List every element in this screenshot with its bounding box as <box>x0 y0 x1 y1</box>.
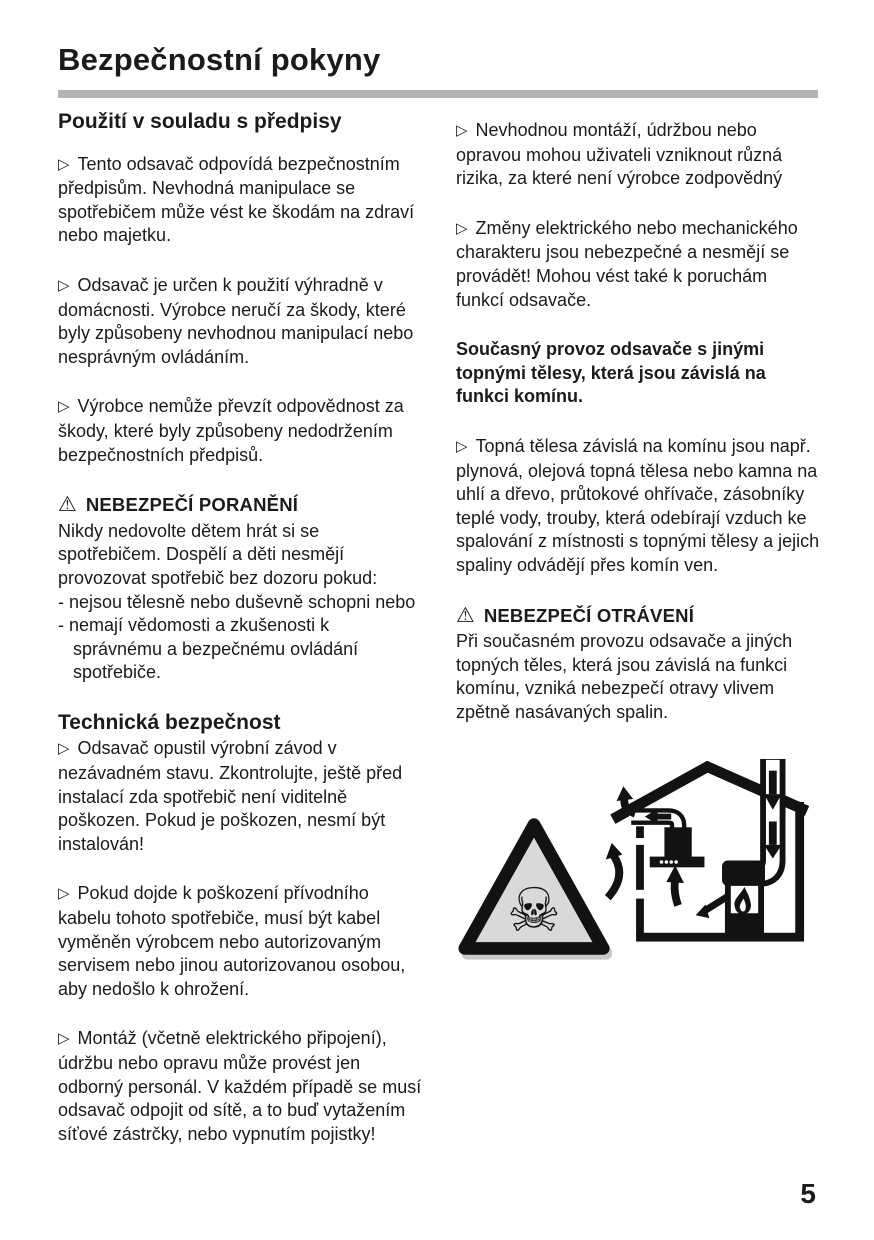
warning-list <box>58 591 422 685</box>
list-item <box>58 591 422 615</box>
dash-bullet: - <box>58 615 64 636</box>
title-divider <box>58 90 818 98</box>
warning-body: Při současném provozu odsavače a jiných topných těles, která jsou závislá na funkci komínu, vzniká nebezpečí otravy vlivem zpětně nasávaných spalin. <box>456 631 793 722</box>
list-item-text: nemají vědomosti a zkušenosti k správnému a bezpečnému ovládání spotřebiče. <box>69 615 359 683</box>
house-airflow-diagram-icon <box>598 750 848 972</box>
dash-bullet: - <box>58 591 64 612</box>
warning-triangle-icon: ⚠ <box>456 602 475 627</box>
heaters-paragraph <box>456 435 820 578</box>
usage-paragraph-2 <box>58 274 422 369</box>
usage-paragraph-1 <box>58 153 422 248</box>
warning-title: NEBEZPEČÍ OTRÁVENÍ <box>483 604 695 626</box>
paragraph-text: Montáž (včetně elektrického připojení), údržbu nebo opravu může provést jen odborný personál. V každém případě se musí odsavač odpojit od sítě, a to buď vytažením síťové zástrčky, nebo vypnutím pojistky! <box>58 1028 422 1144</box>
triangle-bullet-icon: ▷ <box>58 884 70 903</box>
warning-heading <box>456 604 820 628</box>
triangle-bullet-icon: ▷ <box>58 275 70 294</box>
page-title: Bezpečnostní pokyny <box>58 42 381 77</box>
paragraph-text: Odsavač je určen k použití výhradně v domácnosti. Výrobce neručí za škody, které byly způsobeny nevhodnou manipulací nebo nesprávným ovládáním. <box>58 274 414 367</box>
poisoning-hazard-illustration <box>456 750 858 972</box>
technical-paragraph-2 <box>58 882 422 1001</box>
right-paragraph-2 <box>456 217 820 312</box>
paragraph-text: Tento odsavač odpovídá bezpečnostním předpisům. Nevhodná manipulace se spotřebičem může vést ke škodám na zdraví nebo majetku. <box>58 153 415 246</box>
chimney-notice: Současný provoz odsavače s jinými topnými tělesy, která jsou závislá na funkci komínu. <box>456 339 766 407</box>
left-column <box>58 110 422 1146</box>
triangle-bullet-icon: ▷ <box>58 739 70 758</box>
triangle-bullet-icon: ▷ <box>456 218 468 237</box>
poison-warning-triangle-icon <box>456 812 612 962</box>
warning-intro: Nikdy nedovolte dětem hrát si se spotřebičem. Dospělí a děti nesmějí provozovat spotřebič bez dozoru pokud: <box>58 520 378 588</box>
technical-paragraph-1 <box>58 737 422 856</box>
list-item-text: nejsou tělesně nebo duševně schopni nebo <box>69 591 416 612</box>
list-item <box>58 614 422 685</box>
triangle-bullet-icon: ▷ <box>456 436 468 455</box>
paragraph-text: Pokud dojde k poškození přívodního kabelu tohoto spotřebiče, musí být kabel vyměněn výrobcem nebo autorizovaným servisem nebo jinou autorizovanou osobou, aby nedošlo k ohrožení. <box>58 883 406 999</box>
section-heading-usage: Použití v souladu s předpisy <box>58 110 342 133</box>
triangle-bullet-icon: ▷ <box>58 154 70 173</box>
warning-heading <box>58 493 422 517</box>
section-heading-technical: Technická bezpečnost <box>58 710 281 734</box>
paragraph-text: Topná tělesa závislá na komínu jsou např. plynová, olejová topná tělesa nebo kamna na uhlí a dřevo, průtokové ohřívače, zásobníky teplé vody, trouby, která odebírají vzduch ke spalování z místnosti s topnými tělesy a jejich spaliny odvádějí přes komín ven. <box>456 435 820 575</box>
triangle-bullet-icon: ▷ <box>456 121 468 139</box>
two-column-body <box>58 110 874 1146</box>
page-number: 5 <box>800 1178 816 1209</box>
technical-paragraph-3 <box>58 1027 422 1146</box>
warning-triangle-icon: ⚠ <box>58 492 77 517</box>
triangle-bullet-icon: ▷ <box>58 1029 70 1048</box>
paragraph-text: Nevhodnou montáží, údržbou nebo opravou mohou uživateli vzniknout různá rizika, za které není výrobce zodpovědný <box>456 120 783 189</box>
triangle-bullet-icon: ▷ <box>58 397 70 416</box>
warning-title: NEBEZPEČÍ PORANĚNÍ <box>85 494 299 516</box>
injury-warning-block <box>58 493 422 685</box>
usage-paragraph-3 <box>58 395 422 467</box>
poisoning-warning-block <box>456 604 820 725</box>
paragraph-text: Změny elektrického nebo mechanického charakteru jsou nebezpečné a nesmějí se provádět! Mohou vést také k poruchám funkcí odsavače. <box>456 217 798 310</box>
paragraph-text: Výrobce nemůže převzít odpovědnost za škody, které byly způsobeny nedodržením bezpečnostních předpisů. <box>58 396 404 465</box>
right-column <box>456 110 820 1146</box>
right-paragraph-1 <box>456 119 820 191</box>
paragraph-text: Odsavač opustil výrobní závod v nezávadném stavu. Zkontrolujte, ještě před instalací zda spotřebič není viditelně poškozen. Pokud je poškozen, nesmí být instalován! <box>58 738 403 854</box>
skull-crossbones-icon: ☠ <box>506 876 562 947</box>
